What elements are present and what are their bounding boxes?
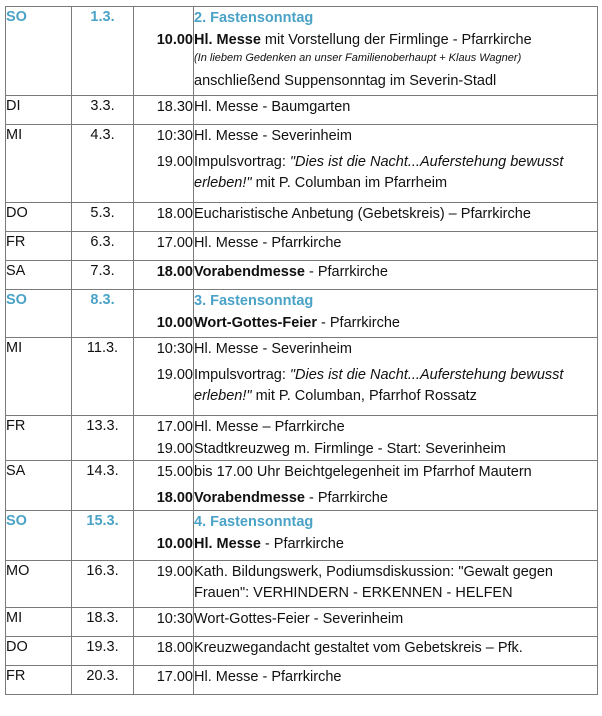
time-value: 10.00 [156,536,193,552]
table-row [6,511,598,561]
event-bold: Hl. Messe [194,32,261,48]
time-cell [134,261,194,290]
event-cell [194,96,598,125]
event-cell [194,261,598,290]
event-text: Hl. Messe – Pfarrkirche [194,419,345,435]
table-row [6,125,598,203]
time-value: 10.00 [156,315,193,331]
event-text: - Pfarrkirche [304,490,388,506]
time-value: 19.00 [156,564,193,580]
event-text: mit P. Columban, Pfarrhof Rossatz [251,388,477,404]
day-cell: MO [6,561,72,608]
sunday-heading: 4. Fastensonntag [194,514,314,530]
time-value: 19.00 [156,367,193,383]
table-row [6,261,598,290]
time-cell [134,561,194,608]
event-cell [194,561,598,608]
event-text: Impulsvortrag: [194,367,290,383]
event-text: mit P. Columban im Pfarrheim [251,175,448,191]
event-text: - Pfarrkirche [317,315,400,331]
date-cell: 14.3. [72,461,134,511]
time-value: 10:30 [156,341,193,357]
time-value: 10.00 [156,32,193,48]
event-cell [194,666,598,695]
event-cell [194,125,598,203]
table-row [6,666,598,695]
time-cell [134,511,194,561]
event-text: Hl. Messe - Baumgarten [194,99,351,115]
date-cell: 7.3. [72,261,134,290]
day-cell: SA [6,261,72,290]
event-cell [194,416,598,461]
day-cell: FR [6,666,72,695]
time-cell [134,461,194,511]
time-value: 18.00 [156,640,193,656]
time-cell [134,290,194,338]
date-cell: 5.3. [72,203,134,232]
day-cell: MI [6,338,72,416]
table-row [6,203,598,232]
table-row [6,290,598,338]
sunday-heading: 2. Fastensonntag [194,10,314,26]
time-value: 18.00 [156,264,193,280]
date-cell: 4.3. [72,125,134,203]
day-cell: FR [6,416,72,461]
table-row [6,561,598,608]
day-cell: MI [6,608,72,637]
date-cell: 11.3. [72,338,134,416]
event-text: Wort-Gottes-Feier - Severinheim [194,611,404,627]
time-cell [134,666,194,695]
event-cell [194,7,598,96]
date-cell: 13.3. [72,416,134,461]
time-value: 17.00 [156,235,193,251]
sunday-heading: 3. Fastensonntag [194,293,314,309]
time-cell [134,7,194,96]
event-cell [194,637,598,666]
time-cell [134,608,194,637]
day-cell: FR [6,232,72,261]
table-row [6,461,598,511]
date-cell: 15.3. [72,511,134,561]
event-cell [194,290,598,338]
time-cell [134,416,194,461]
event-text: Kath. Bildungswerk, Podiumsdiskussion: "Gewalt gegen Frauen": VERHINDERN - ERKENNEN - HELFEN [194,564,553,601]
time-value: 19.00 [156,154,193,170]
event-bold: Wort-Gottes-Feier [194,315,317,331]
table-row [6,608,598,637]
event-text: Hl. Messe - Pfarrkirche [194,669,342,685]
table-row [6,338,598,416]
event-text: mit Vorstellung der Firmlinge - Pfarrkirche [260,32,532,48]
event-bold: Vorabendmesse [194,264,305,280]
time-cell [134,232,194,261]
day-cell: DO [6,637,72,666]
event-text: Impulsvortrag: [194,154,290,170]
event-text: bis 17.00 Uhr Beichtgelegenheit im Pfarrhof Mautern [194,464,532,480]
day-cell: DO [6,203,72,232]
time-cell [134,338,194,416]
day-cell: SO [6,7,72,96]
event-cell [194,232,598,261]
event-text: Hl. Messe - Severinheim [194,341,352,357]
date-cell: 1.3. [72,7,134,96]
day-cell: SO [6,290,72,338]
event-cell [194,608,598,637]
event-text: Stadtkreuzweg m. Firmlinge - Start: Severinheim [194,441,506,457]
day-cell: SA [6,461,72,511]
time-value: 17.00 [156,669,193,685]
event-cell [194,461,598,511]
time-value: 19.00 [156,441,193,457]
event-text: Eucharistische Anbetung (Gebetskreis) – Pfarrkirche [194,206,531,222]
time-cell [134,96,194,125]
time-value: 18.00 [156,490,193,506]
time-value: 10:30 [156,128,193,144]
date-cell: 6.3. [72,232,134,261]
date-cell: 19.3. [72,637,134,666]
date-cell: 8.3. [72,290,134,338]
table-row [6,96,598,125]
event-bold: Hl. Messe [194,536,261,552]
event-cell [194,338,598,416]
event-title-italic: "Dies ist die Nacht...Auferstehung bewusst erleben!" [194,154,564,191]
event-text: Hl. Messe - Pfarrkirche [194,235,342,251]
time-value: 10:30 [156,611,193,627]
time-value: 18.30 [156,99,193,115]
time-value: 17.00 [156,419,193,435]
event-bold: Vorabendmesse [194,490,305,506]
event-note: (In liebem Gedenken an unser Familienoberhaupt + Klaus Wagner) [194,52,522,64]
event-extra: anschließend Suppensonntag im Severin-Stadl [194,73,497,89]
date-cell: 16.3. [72,561,134,608]
event-text: Hl. Messe - Severinheim [194,128,352,144]
event-cell [194,511,598,561]
day-cell: SO [6,511,72,561]
day-cell: DI [6,96,72,125]
date-cell: 18.3. [72,608,134,637]
time-cell [134,203,194,232]
event-text: - Pfarrkirche [260,536,344,552]
event-text: - Pfarrkirche [304,264,388,280]
event-cell [194,203,598,232]
table-row [6,416,598,461]
time-value: 15.00 [156,464,193,480]
day-cell: MI [6,125,72,203]
date-cell: 3.3. [72,96,134,125]
time-value: 18.00 [156,206,193,222]
time-cell [134,637,194,666]
date-cell: 20.3. [72,666,134,695]
table-row [6,7,598,96]
event-text: Kreuzwegandacht gestaltet vom Gebetskreis – Pfk. [194,640,523,656]
table-row [6,637,598,666]
schedule-table [5,6,598,695]
table-row [6,232,598,261]
event-title-italic: "Dies ist die Nacht...Auferstehung bewusst erleben!" [194,367,564,404]
time-cell [134,125,194,203]
